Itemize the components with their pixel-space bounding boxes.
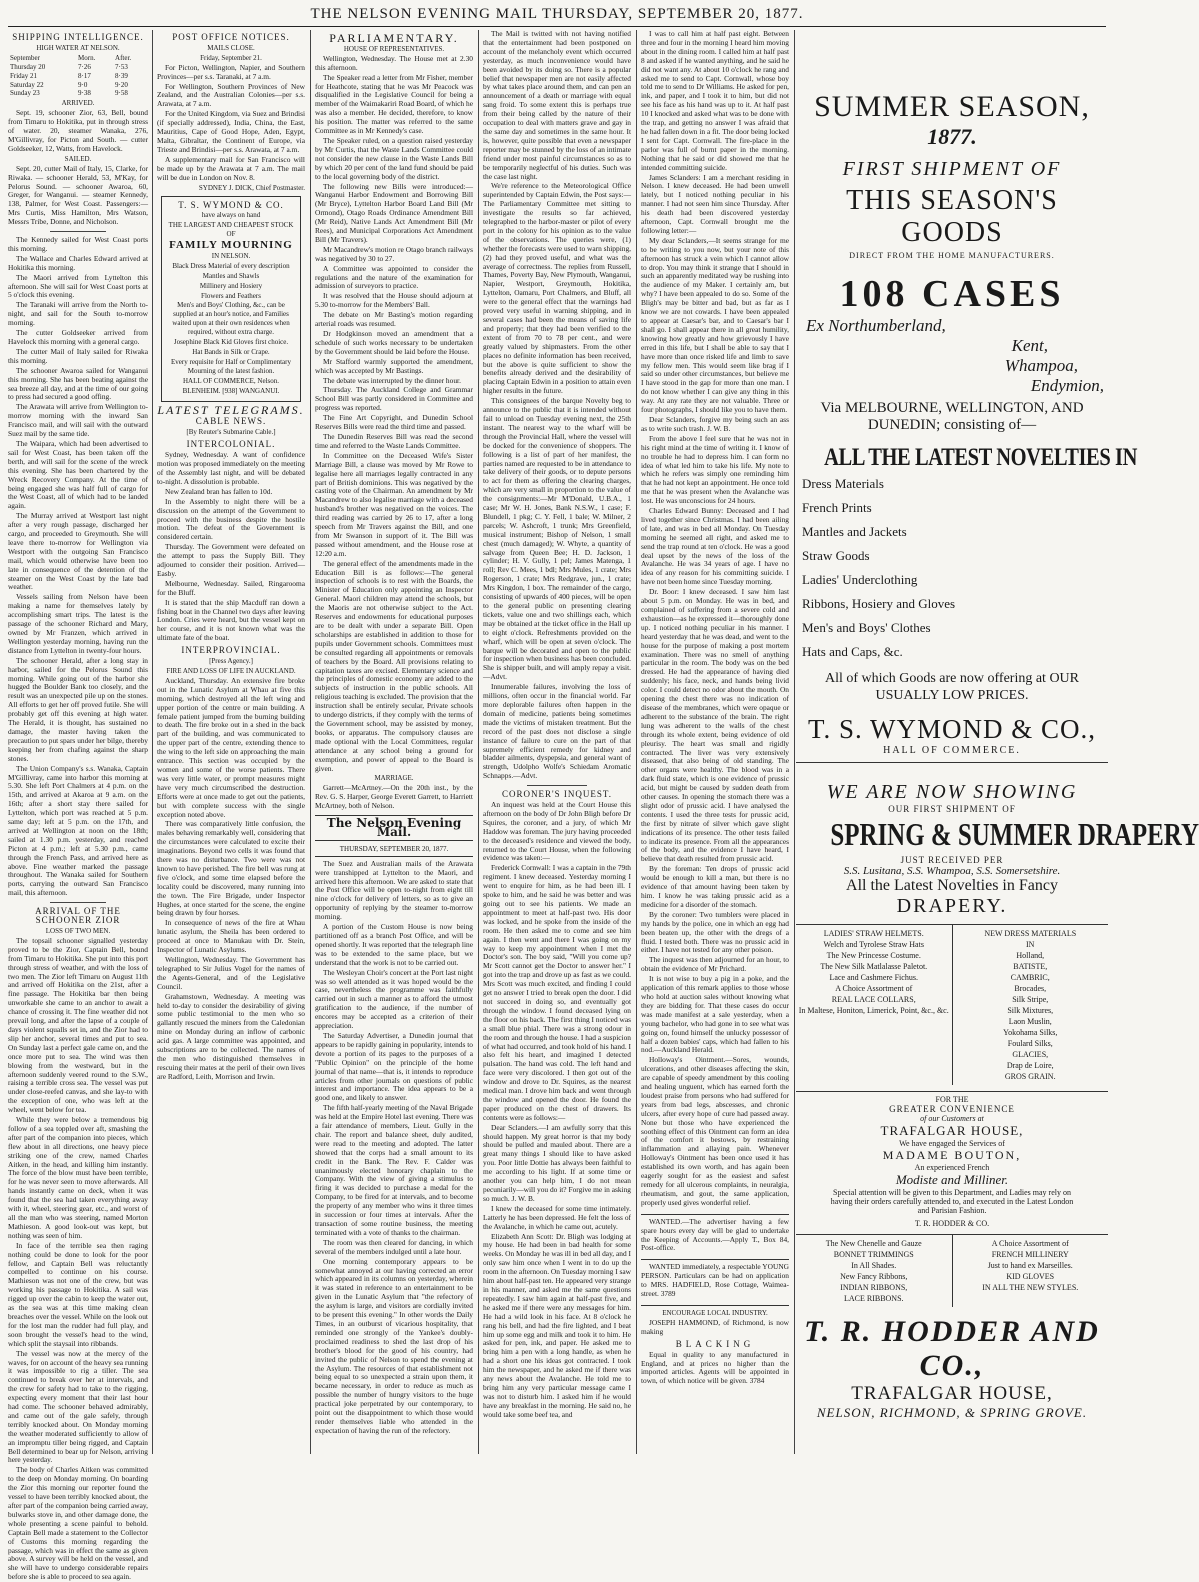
right-list [953, 925, 1109, 1085]
list-item: Laon Muslin, [1008, 1017, 1052, 1026]
left-list-2 [796, 1235, 953, 1307]
in-nelson: IN NELSON. [211, 251, 251, 260]
list-item: Foulard Silks, [1007, 1039, 1053, 1048]
list-item: Drap de Loire, [1006, 1061, 1054, 1070]
tide-header: After. [115, 53, 132, 62]
list-item: GROS GRAIN. [1004, 1072, 1056, 1081]
list-item: Welch and Tyrolese Straw Hats [823, 940, 924, 949]
divider [796, 762, 1108, 763]
latest-telegrams-title: LATEST TELEGRAMS. [157, 402, 305, 417]
high-water-title: HIGH WATER AT NELSON. [36, 43, 120, 52]
list-item: LADIES' STRAW HELMETS. [823, 929, 924, 938]
modiste-line: Modiste and Milliner. [895, 1172, 1009, 1187]
paragraph: The schooner Awaroa sailed for Wanganui this morning. She has been beating against the sea breeze all day, and at the time of our going to press had secured a good offing. [8, 365, 148, 402]
masthead: THE NELSON EVENING MAIL THURSDAY, SEPTEMBER 20, 1877. [310, 6, 804, 22]
tide-cell: 9·0 [78, 80, 88, 89]
divider [527, 785, 586, 786]
advert-items [166, 262, 296, 357]
list-item: INDIAN RIBBONS, [840, 1283, 908, 1292]
paragraph: A Committee was appointed to consider the regulations and the nature of the examination for admission of surveyors to practice. [315, 263, 473, 291]
press-agency: [Press Agency.] [209, 657, 253, 666]
list-item: IN ALL THE NEW STYLES. [982, 1283, 1079, 1292]
shipping-news [8, 236, 148, 898]
list-item: New Fancy Ribbons, [840, 1272, 908, 1281]
paragraph: My dear Sclanders,—It seems strange for me to be writing to you now, but your note of this afternoon has struck a vein which I cannot allow to drop. You may think it strange that I should in such an apparently meditated way be rushing into the audience of my Maker. I certainly am, but why? I have been appealed to do so. Some of the Bligh's may be bitter and bad, but as far as I know we are not cowards. I have been appealed to appear at Caesar's bar, and to Caesar's bar I shall go. I shall appear there in all great humility, knowing how greatly and how grievously I have erred in this life, but I shall be able to say that I have more than once risked life and limb to save my fellow men. This would seem like brag if I said so under other circumstances, but believe me I have stood in the gap for more than one man. I do not know whether I can give any thing in this way. At any rate they are not valuable. Three or four photographs, I should like you to have them. [641, 235, 789, 415]
paragraph: The debate on Mr Basting's motion regarding arterial roads was resumed. [315, 310, 473, 329]
list-item: Men's and Boys' Clothes [802, 620, 931, 635]
list-item: Silk Mixtures, [1007, 1006, 1054, 1015]
ship-name: Whampoa, [1004, 356, 1078, 375]
list-item: KID GLOVES [1006, 1272, 1055, 1281]
for-the: FOR THE [935, 1095, 969, 1104]
paragraph: Mr Stafford warmly supported the amendment, which was accepted by Mr Bastings. [315, 356, 473, 375]
paragraph: It is not wise to buy a pig in a poke, and the application of this remark applies to those whose who hold at auction sales without knowing what they are bidding for. That these cases do occur was made manifest at a sale yesterday, when a young bachelor, who had gone in to see what was going on, found himself the unlucky possessor of half a dozen babies' caps, which had fallen to his nod.—Auckland Herald. [641, 974, 789, 1055]
paragraph: The following new Bills were introduced:—Wanganui Harbor Endowment and Borrowing Bill (Mr Bryce), Lyttelton Harbor Board Land Bill (Mr Ormond), Otago Roads Ordinance Amendment Bill (Mr Reid), Native Lands Act Amendment Bill (Mr Rees), and Municipal Corporations Act Amendment Bill (Mr Travers). [315, 181, 473, 244]
marriage-text: Garrett—McArtney.—On the 20th inst., by the Rev. G. S. Harper, George Everett Garrett, to Harriett McArtney, both of Nelson. [315, 783, 473, 811]
local-news [483, 30, 631, 781]
all-which-line: All of which Goods are now offering at OUR USUALLY LOW PRICES. [824, 671, 1080, 703]
direct-line: DIRECT FROM THE HOME MANUFACTURERS. [849, 251, 1055, 260]
list-item: Ribbons, Hosiery and Gloves [802, 596, 956, 611]
list-item: LACE RIBBONS. [843, 1294, 904, 1303]
house-title: HOUSE OF REPRESENTATIVES. [343, 44, 445, 53]
paragraph: A supplementary mail for San Francisco will be made up by the Arawata at 7 a.m. The mail will be due in London on Nov. 8. [157, 154, 305, 182]
paragraph: Mr Macandrew's motion re Otago branch railways was negatived by 30 to 27. [315, 244, 473, 263]
hodder-small: T. R. HODDER & CO. [914, 1219, 990, 1228]
hammond-line: JOSEPH HAMMOND, of Richmond, is now making [641, 1317, 789, 1336]
season-year: 1877. [927, 124, 977, 149]
paragraph: Sydney, Wednesday. A want of confidence motion was proposed immediately on the meeting of the Assembly last night, and will be debated to-night. A dissolution is probable. [157, 450, 305, 486]
paragraph: James Sclanders: I am a merchant residing in Nelson. I knew deceased. He had been unwell lately, but I noticed nothing peculiar in his manner. I had not seen him since Thursday. After his death had been discovered yesterday afternoon, Capt. Cornwall brought me the following letter:— [641, 172, 789, 235]
nameplate-date: THURSDAY, SEPTEMBER 20, 1877. [315, 845, 473, 857]
paragraph: Wellington, Wednesday. The House met at 2.30 this afternoon. [315, 53, 473, 72]
paragraph: The Saturday Advertiser, a Dunedin journal that appears to be rapidly gaining in popularity, intends to devote a portion of its pages to the purposes of a "Public Opinion" on the principle of the home journal of that name—that is, it intends to reproduce articles from other journals on questions of public interest and importance. The idea appears to be a good one, and likely to answer. [315, 1030, 473, 1103]
paragraph: The Union Company's s.s. Wanaka, Captain M'Gillivray, came into harbor this morning at 5.30. She left Port Chalmers at 4 p.m. on the 15th, and arrived at Akaroa at 9 a.m. on the 16th; after a short stay there sailed for Lyttelton, which port was reached at 5 p.m. same day; left at 5 p.m. on the 17th, and arrived at Wellington at noon on the 18th; sailed at 1.30 p.m. yesterday, and reached Picton at 4 p.m.; left at 5.30 p.m., came through the French Pass, and arrived here as above. Fine weather marked the passage throughout. The Wanaka sailed for Southern ports, carrying the outward San Francisco mail, this afternoon. [8, 763, 148, 898]
now-showing: WE ARE NOW SHOWING [826, 781, 1078, 803]
divider [50, 231, 106, 232]
editorial [315, 860, 473, 1436]
blacking: BLACKING [675, 1338, 755, 1349]
list-item: Hat Bands in Silk or Crape. [192, 348, 270, 356]
trafalgar-house: TRAFALGAR HOUSE, [851, 1383, 1053, 1404]
list-item: The New Chenelle and Gauze [825, 1239, 922, 1248]
list-item: The New Princesse Costume. [826, 951, 921, 960]
paragraph: I was to call him at half past eight. Between three and four in the morning I heard him moving about in the dining room. I called him at half past 8 and asked if he wanted anything, and he said he did not want any. At about 10 o'clock he rang and asked me to send to Capt. Cornwall, whose boy told me to send to Dr Williams. He asked for pen, ink, and paper, and I took it to him, but did not see his face as his hand was up to it. At half past 10 I knocked and asked what was to be done with the trap, and getting no answer I was afraid that he had fallen down in a fit. The door being locked I sent for Capt. Cornwall. The fire-place in the parlor was full of burnt paper in the morning. Nothing that he said or did showed me that he intended committing suicide. [641, 29, 789, 172]
divider [641, 1259, 789, 1260]
advert-branches: BLENHEIM. [938] WANGANUI. [182, 386, 280, 395]
advert-hall: HALL OF COMMERCE, Nelson. [183, 376, 279, 385]
wymond-hodder-advert [796, 30, 1199, 1454]
list-item: In Maltese, Honiton, Limerick, Point, &c., &c. [798, 1006, 949, 1015]
paragraph: The Taranaki will arrive from the North to-night, and sail for the South to-morrow morning. [8, 300, 148, 328]
list-item: Flowers and Feathers [201, 291, 261, 300]
interprovincial-title: INTERPROVINCIAL. [181, 645, 281, 656]
column-shipping [8, 30, 148, 1582]
list-item: GLACIES, [1012, 1050, 1049, 1059]
paragraph: It was resolved that the House should adjourn at 5.30 to-morrow for the Members' Ball. [315, 291, 473, 310]
paragraph: I knew the deceased for some time intimately. Latterly he has been depressed. He felt the loss of the Avalanche, in which he came out, acutely. [483, 1203, 631, 1231]
paragraph: The cutter Goldseeker arrived from Havelock this morning with a general cargo. [8, 328, 148, 346]
paragraph: By the foreman: Ten drops of prussic acid would be enough to kill a man, but there is no evidence of that amount having been taken by him. I know he was taking prussic acid as a medicine for a disorder of the stomach. [641, 864, 789, 909]
paragraph: In the Assembly to night there will be a discussion on the attempt of the Government to proceed with the business despite the hostile motion. The defeat of the Government is considered certain. [157, 496, 305, 542]
tide-cell: 9·58 [115, 89, 128, 98]
ships-list: S.S. Lusitana, S.S. Whampoa, S.S. Somersetshire. [843, 865, 1061, 877]
divider [50, 902, 106, 903]
paragraph: We're reference to the Meteorological Office superintended by Captain Edwin, the Post says:—The Parliamentary Committee met sitting to investigate the results so far achieved, telegraphed to the harbor-master or pilot of every port in the colony for his opinion as to the value of the observations. The queries were, (1) whether the forecasts were used to warn shipping, (2) had they proved useful, and what was the average of correctness. The replies from Russell, Thames, Poverty Bay, New Plymouth, Wanganui, Napier, Westport, Greymouth, Hokitika, Lyttelton, Oamaru, Port Chalmers, and Bluff, all were to the general effect that the warnings had proved very useful in warning shipping, and in several cases had been the means of saving life and property; that they had been verified to the extent of from 70 to 78 per cent., and were greatly valued by shipmasters. From the other places no definite information has been received, but the above is quite sufficient to show the benefits already derived and the desirability of placing Captain Edwin in a position to attain even higher results in the future. [483, 181, 632, 396]
paragraph: The Suez and Australian mails of the Arawata were transhipped at Lyttelton to the Maori, and arrived here this afternoon. We are asked to state that the Post Office will be open to-night from eight till nine o'clock for delivery of letters, so as to give an opportunity of replying by the steamer to-morrow morning. [315, 858, 473, 922]
post-office-notices [157, 64, 305, 183]
divider [796, 1091, 1108, 1092]
paragraph: Dr. Boor: I knew deceased. I saw him last about 5 p.m. on Monday. He was in bed, and complained of suffering from a severe cold and exhaustion—as he expressed it—thoroughly done up. I noticed nothing peculiar in his manner. I heard yesterday that he was dead, and went to the house for the purpose of making a post mortem examination. There was no smell of anything particular in the room. The body was on the bed dressed. He had the appearance of having died suddenly; his face, neck, and hands being livid color. I could detect no odor about the mouth. On opening the chest there was no indication of disease of the membranes, which were opaque or adherent to the substance of the brain. The right lung was adherent to the walls of the chest through its whole extent, being evidence of old pleurisy. The heart was small and rigidly contracted. The liver was very extensively diseased, that also being of old standing. The other organs were healthy. The blood was in a dark fluid state, which is one evidence of prussic acid, but might be caused by sudden death from other causes. In opening the stomach there was a slight odor of prussic acid. I have analysed the contents. I used the three tests for prussic acid, the first by nitrate of silver which gave slight indications of its presence. The other tests failed to indicate its presence. From all the appearances of the body, and the evidence I have heard, I believe that death resulted from prussic acid. [641, 587, 789, 864]
tide-cell: 9·38 [78, 89, 91, 98]
paragraph: The Waipara, which had been advertised to sail for West Coast, has been taken off the berth, and will sail for the scene of the wreck this evening. She has been chartered by the Wreck Recovery Company. At the time of being engaged she was half full of cargo for the West Coast, all of which had to be landed again. [8, 438, 148, 511]
paragraph: While they were below a tremendous big follow of a sea toppled over aft, smashing the after part of the companion into pieces, which flew about in all directions, one heavy piece striking one of the crew, named Charles Aitken, in the head, and killing him instantly. The force of the blow must have been terrible, for he was never seen to move afterwards. All hands instantly came on deck, when it was found that the sea had taken everything away with it, wheel, steering gear, etc., and worst of all the man who was steering, named Morton Mathieson. A good look-out was kept, but nothing was seen of him. [8, 1115, 148, 1240]
shipping-title: SHIPPING INTELLIGENCE. [12, 32, 144, 42]
paragraph: An inquest was held at the Court House this afternoon on the body of Dr John Bligh before Dr Squires, the coroner, and a jury, of which Mr Haddow was foreman. The jury having proceeded to the deceased's residence and viewed the body, returned to the Court House, when the following evidence was taken:— [483, 800, 631, 863]
marriage-title: MARRIAGE. [374, 774, 414, 783]
paragraph: The Speaker ruled, on a question raised yesterday by Mr Curtis, that the Waste Lands Committee could not consider the new clause in the Waste Lands Bill by which 20 per cent of the land fund should be paid to the local governing body of the district. [315, 135, 473, 181]
seasons-goods: THIS SEASON'S GOODS [846, 185, 1058, 248]
masthead-rule [8, 26, 1106, 27]
paragraph: In consequence of news of the fire at Whau lunatic asylum, the Sheila has been ordered to proceed at once to Manukau with Dr. Stein, Inspector of Lunatic Asylums. [157, 918, 305, 955]
paragraph: The body of Charles Aitken was committed to the deep on Monday morning. On boarding the Zior this morning our reporter found the vessel to have been terribly knocked about, the after part of the companion being carried away, bulwarks stove in, and other damage done, the whole presenting a scene painful to behold. Captain Bell made a statement to the Collector of Customs this morning regarding the passage, which was in effect the same as given above. A survey will be held on the vessel, and she will have to undergo considerable repairs before she is able to proceed to sea again. [8, 1465, 148, 1582]
column-divider [152, 30, 153, 1454]
advert-line: have always on hand [201, 211, 261, 220]
fire-article [157, 677, 305, 1082]
millinery-lists [796, 1234, 1108, 1307]
column-news [483, 30, 631, 1454]
paragraph: One morning contemporary appears to be somewhat annoyed at our having corrected an error which appeared in its columns on yesterday, wherein it was stated in reference to an entertainment to be given in the Lunatic Asylum that "the refectory of the asylum is large, and visitors are cordially invited to be present this evening." In other words the Daily Times, in an outburst of vicarious hospitality, that reminded one strongly of the Yankee's doubly-proclaimed readiness to shed the last drop of his brother's blood for the good of his country, had invited the public of Nelson to spend the evening at the Asylum. The resources of that establishment not being equal to so unexpected a strain upon them, it became necessary, in order to reduce as much as possible the number of hungry visitors to the huge practical joke perpetrated by our contemporary, to point out the disappointment to which those would render themselves liable who attended in the expectation of having the run of the refectory. [315, 1256, 473, 1435]
column-divider [794, 30, 795, 1454]
divider [641, 1305, 789, 1306]
intercolonial-title: INTERCOLONIAL. [186, 439, 276, 450]
list-item: BATISTE, [1013, 962, 1048, 971]
latest-novelties: All the Latest Novelties in Fancy [846, 877, 1058, 894]
tide-cell: 7·26 [78, 62, 91, 71]
drapery-lists [796, 924, 1108, 1085]
paragraph: The room was then cleared for dancing, in which several of the members indulged until a late hour. [315, 1237, 473, 1256]
list-item: Dress Materials [802, 476, 884, 491]
mourning-advert [161, 196, 301, 401]
coroner-title: CORONER'S INQUEST. [502, 789, 612, 800]
paragraph: From the above I feel sure that he was not in his right mind at the time of writing it. I know of no trouble he had to depress him. I can form no idea of what led him to take his life. My note to which he refers was simply one reminding him that he had not kept an appointment. He once told me that he was present when the Avalanche was lost. He was unconscious for 24 hours. [641, 433, 789, 506]
postmaster-sign: SYDNEY J. DICK, Chief Postmaster. [198, 183, 305, 192]
zior-subtitle: LOSS OF TWO MEN. [45, 927, 111, 935]
drapery: DRAPERY. [896, 895, 1008, 917]
list-item: In All Shades. [851, 1261, 897, 1270]
zior-title: ARRIVAL OF THE SCHOONER ZIOR [35, 906, 121, 926]
paragraph: The Murray arrived at Westport last night after a very rough passage, discharged her cargo, and proceeded to Greymouth. She will leave there to-morrow for Wellington via Westport with the outgoing San Francisco mail, which would otherwise have been too late in consequence of the detention of the steamer on the West Coast by the late bad weather. [8, 511, 148, 592]
mails-date: Friday, September 21. [200, 53, 262, 62]
summer-season: SUMMER SEASON, [814, 90, 1090, 123]
paragraph: Wellington, Wednesday. The Government has telegraphed to Sir Julius Vogel for the names of the Agents-General, and of the Legislative Council. [157, 955, 305, 991]
list-item: CAMBRIC, [1010, 973, 1050, 982]
list-item: Men's and Boys' Clothing, &c., can be supplied at an hour's notice, and Families waited upon at their own residences when required, without extra charge. [172, 301, 290, 337]
column-divider [478, 30, 479, 1454]
family-mourning: FAMILY MOURNING [169, 239, 293, 252]
paragraph: The general effect of the amendments made in the Education Bill is as follows:—The general inspection of schools is to rest with the Boards, the Minister of Education only appointing an Inspector General. Maori children may attend the schools, but the Maoris are not otherwise subject to the Act. Reserves and endowments for educational purposes are to be dealt with under a separate Bill. Open scholarships are established in addition to those for pupils under Government schools. Committees must be consulted regarding all appointments or removals of teachers by the Board. All provisions relating to capitation taxes are excised. Elementary science and the principles of domestic economy are added to the subjects of instruction in the public schools. All religious teaching is excluded. The provision that the instruction shall be entirely secular, Private schools to undergo districts, if they comply with the terms of the Government school, may be assisted by money, books, or apparatus. The compulsory clauses are made optional with the Local Committees, regular attendance at any school being a ground for exemption, and power of appeal to the Board is given. [315, 558, 473, 773]
paragraph: Vessels sailing from Nelson have been making a name for themselves lately by accomplishing smart trips. The latest is the passage of the schooner Richard and Mary, owned by Mr Franzen, which arrived in Wellington yesterday morning, having run the distance from Lyttelton in twenty-four hours. [8, 592, 148, 655]
paragraph: Melbourne, Wednesday. Sailed, Ringarooma for the Bluff. [157, 578, 305, 597]
list-item: IN [1026, 940, 1035, 949]
advert-line: THE LARGEST AND CHEAPEST STOCK OF [168, 221, 294, 239]
cable-news-title: CABLE NEWS. [195, 416, 267, 427]
list-item: The New Silk Matlalasse Paletot. [820, 962, 928, 971]
reuter-line: [By Reuter's Submarine Cable.] [186, 428, 276, 437]
paragraph: New Zealand bran has fallen to 10d. [165, 486, 273, 496]
intercolonial-news [157, 451, 305, 643]
paragraph: The Speaker read a letter from Mr Fisher, member for Heathcote, stating that he was Mr Peacock was disqualified in the Legislative Council for being a member of the Waimakariri Road Board, of which he was also a member. He decided, therefore, to know his position. The matter was referred to the same Committee as in Mr Kennedy's case. [315, 72, 473, 136]
tide-cell: Thursday 20 [10, 62, 46, 71]
paragraph: It is stated that the ship Macduff ran down a fishing boat in the Channel two days after leaving London. Cries were heard, but the vessel kept on her course, and it is not known what was the ultimate fate of the boat. [157, 597, 305, 643]
parliamentary-title: PARLIAMENTARY. [329, 31, 459, 45]
greater-convenience: GREATER CONVENIENCE [889, 1104, 1015, 1114]
coroner-article [483, 801, 631, 1420]
paragraph: The fifth half-yearly meeting of the Naval Brigade was held at the Empire Hotel last evening. There was a fair attendance of members, Lieut. Gully in the chair. The report and balance sheet, duly audited, were read to the meeting and adopted. The latter showed that the corps had a small amount to its credit in the Bank. The Rev. F. Calder was unanimously elected honorary chaplain to the Company. With the view of giving a stimulus to firing it was decided to purchase a medal for the Company, to be fired for at intervals, and to become the property of any member who wins it three times in succession or four times at intervals. After the transaction of some routine business, the meeting terminated with a vote of thanks to the chairman. [315, 1103, 473, 1237]
paragraph: Thursday. The Auckland College and Grammar School Bill was partly considered in Committee and progress was reported. [315, 385, 473, 413]
tide-cell: Sunday 23 [10, 89, 40, 98]
paragraph: The Wesleyan Choir's concert at the Port last night was so well attended as it was hoped would be the case, nevertheless the programme was faithfully carried out in such a manner as to afford the utmost gratification to the audience, if the number of encores may be accepted as a criterion of their appreciation. [315, 967, 473, 1031]
ship-name: Ex Northumberland, [806, 316, 946, 335]
list-item: A Choice Assortment of [991, 1239, 1069, 1248]
paragraph: The vessel was now at the mercy of the waves, for on account of the heavy sea running it was impossible to rig a tiller. The sea continued to break over her at intervals, and the crew for safety had to take to the rigging, expecting every moment that their last hour had come. The schooner behaved admirably, and came out of the gale safely, through terribly knocked about. On Monday morning the weather moderated sufficiently to allow of an impromptu tiller being rigged, and Captain Bell determined to bear up for Nelson, arriving here yesterday. [8, 1348, 148, 1465]
wanted-advert: WANTED.—The advertiser having a few spare hours every day will be glad to undertake the Keeping of Accounts.—Apply T., Box 84, Post-office. [641, 1216, 789, 1253]
paragraph: The Mail is twitted with not having notified that the entertainment had been postponed on account of the melancholy event which occurred yesterday, as much inconvenience would have been avoided by its doing so. There is a popular belief that newspaper men are not easily affected by what takes place around them, and can pen an announcement of a death or marriage with equal sang froid. To some extent this is perhaps true from their being called by the nature of their occupation to deal with matters grave and gay in the same day and sometimes in the same hour. It is, however, quite possible that even a newspaper reporter may be stunned by the loss of an intimate friend under most painful circumstances so as to be temporarily neglectful of his duties. Such was the case last night. [483, 29, 631, 181]
paragraph: For the United Kingdom, via Suez and Brindisi (if specially addressed), India, China, the East, Mauritius, Cape of Good Hope, Aden, Egypt, Malta, Gibraltar, the Continent of Europe, via Trieste and Brindisi—per s.s. Arawata, at 7 a.m. [157, 109, 305, 154]
paragraph: The Maori arrived from Lyttelton this afternoon. She will sail for West Coast ports at 5 o'clock this evening. [8, 272, 148, 300]
divider [641, 1214, 789, 1215]
list-item: Just to hand ex Marseilles. [987, 1261, 1073, 1270]
tide-cell: 8·17 [78, 71, 91, 80]
spring-summer-drapery: SPRING & SUMMER DRAPERY [830, 816, 1199, 852]
paragraph: A portion of the Custom House is now being partitioned off as a branch Post Office, and will be opened shortly. It was reported that the telegraph line was to be extended to the same place, but we understand that the work is not to be carried out. [315, 922, 473, 967]
list-item: French Prints [802, 500, 872, 515]
paragraph: Innumerable failures, involving the loss of millions, often occur in the financial world. Far more deplorable failures often happen in the domain of medicine, patients being sometimes made the victims of mistaken treatment. But the record of the past does not disclose a single instance of failure to cure on the part of that supremely efficient remedy for kidney and bladder ailments, dyspepsia, and general want of strength, Udolpho Wolfe's Schiedam Aromatic Schnapps.—Advt. [483, 682, 631, 781]
list-item: Millinery and Hosiery [199, 281, 263, 290]
column-parliament [315, 30, 473, 1454]
paragraph: In Committee on the Deceased Wife's Sister Marriage Bill, a clause was moved by Mr Rowe to legalise here all marriages legally contracted in any part of British dominions. This was negatived by the casting vote of the Chairman. An amendment by Mr Macandrew to also legalise marriage with a deceased husband's brother was negatived on the voices. The third reading was carried by 26 to 17, after a long speech from Mr Travers against the Bill, and one from Mr Swanson in support of it. The Bill was passed without amendment, and the House rose at 12:20 a.m. [315, 450, 473, 558]
tide-cell: 7·53 [115, 62, 128, 71]
special-attention: Special attention will be given to this Department, and Ladies may rely on having their orders carefully attended to, and executed in the Latest London and Parisian Fashion. [830, 1188, 1074, 1215]
locations: NELSON, RICHMOND, & SPRING GROVE. [816, 1405, 1088, 1420]
list-item: Mantles and Shawls [202, 271, 260, 280]
paragraph: The inquest was then adjourned for an hour, to obtain the evidence of Mr Prichard. [641, 955, 789, 974]
zior-article [8, 937, 148, 1582]
arrived-title: ARRIVED. [61, 99, 95, 108]
paragraph: The Kennedy sailed for West Coast ports this morning. [8, 235, 148, 253]
list-item: Josephine Black Kid Gloves first choice. [173, 338, 289, 347]
arrived-text: Sept. 19, schooner Zior, 63, Bell, bound from Timaru to Hokitika, put in through stress of water. 20, steamer Wanaka, 276, M'Gillivray, for Picton and South. — cutter Goldseeker, 12, Watts, from Havelock. [8, 108, 148, 153]
tide-table [8, 54, 148, 99]
engaged-line: We have engaged the Services of [899, 1139, 1005, 1148]
parliament-article [315, 55, 473, 774]
paragraph: Elizabeth Ann Scott: Dr. Bligh was lodging at my house. He had been in bad health for some weeks. On Monday he was ill in bed all day, and I only saw him once when I went in to do up the room in the afternoon. On Tuesday morning I saw him about half-past ten. He appeared very strange in his manner, and asked me the same questions repeatedly. I saw him again at half-past five, and he asked me if there were any messages for him. He had a wild look in his face. At 8 o'clock he rang his bell, and had the fire lighted, and I beat him up some egg and milk and took it to him. He asked for pen, ink, and paper. He asked me to bring him a pen with a long handle, as when he had a short one his ideas got contracted. I took him the newspaper, and he asked me if there was any news about the Avalanche. He told me to bring him any very particular message came I was not to disturb him. I asked him if he would have any breakfast in the morning. He said no, he would take some beef tea, and [483, 1231, 631, 1419]
tide-header: Morn. [78, 53, 96, 62]
novelties-heading: ALL THE LATEST NOVELTIES IN [824, 444, 1137, 471]
paragraph: The Fine Art Copyright, and Dunedin School Reserves Bills were read the third time and passed. [315, 413, 473, 432]
list-item: Yokohama Silks, [1003, 1028, 1058, 1037]
wymond-name: T. S. WYMOND & CO., [807, 714, 1096, 744]
cases-count: 108 CASES [839, 273, 1065, 315]
list-item: FRENCH MILLINERY [991, 1250, 1069, 1259]
paragraph: By the coroner: Two tumblers were placed in my hands by the police, one in which an egg had been beaten up, the other with the dregs of a fluid. I tested both. There was no prussic acid in either. I have not tested for any other poison. [641, 909, 789, 955]
just-received: JUST RECEIVED PER [900, 855, 1004, 865]
list-item: Lace and Cashmere Fichus. [829, 973, 918, 982]
list-item: BONNET TRIMMINGS [833, 1250, 914, 1259]
ship-name: Endymion, [1030, 376, 1104, 395]
hammond-text: Equal in quality to any manufactured in England, and at prices no higher than the imported articles. Agents will be appointed in town, of which notice will be given. 3784 [641, 1349, 789, 1386]
paragraph: In face of the terrible sea then raging nothing could be done to look for the poor fellow, and Captain Bell was reluctantly compelled to continue on his course. Mathieson was not one of the crew, but was working his passage to Hokitika. A sail was rigged up over the cabin to keep the water out, as the sea was at this time making clean breaches over the vessel. While on the look out for the lost man the rudder had full play, and soon brought the vessel's head to the wind, which split the staysail into ribbands. [8, 1240, 148, 1348]
paragraph: The topsail schooner signalled yesterday proved to be the Zior, Captain Bell, bound from Timaru to Hokitika. She put into this port through stress of weather, and with the loss of two men. The Zior left Timaru on August 11th and arrived off Hokitika on the 21st, after a fine passage. The Hokitika bar then being unworkable she came to an anchor to await a chance of crossing it. The fine weather did not prevail long, and after the lapse of a couple of days violent squalls set in, and the Zior had to slip her anchor, several times and put to sea. On Sunday last a perfect gale came on, and the once more put to sea. The wind was then blowing from the westward, but in the afternoon suddenly veered round to the S.W., raising a terrible cross sea. The vessel was put under close-reefed canvas, and she lay-to with the exception of one, who was left at the wheel, went below for tea. [8, 935, 148, 1115]
paragraph: Auckland, Thursday. An extensive fire broke out in the Lunatic Asylum at Whau at five this morning, which destroyed all the left wing and upper portion of the centre or main building. A female patient jumped from the burning building to death. The fire broke out in a shed in the back part of the building, and was communicated to the upper part of the centre, extending thence to the wing to the left side on approaching the main entrance. This section was occupied by the women and some of the worse patients. There was very little water, or prompt measures might have very much circumscribed the destruction. Efforts were at once made to get out the patients, but with complete success with the single exception noted above. [157, 675, 305, 819]
paragraph: For Picton, Wellington, Napier, and Southern Provinces—per s.s. Taranaki, at 7 a.m. [157, 62, 305, 81]
paragraph: Thursday. The Government were defeated on the attempt to pass the Supply Bill. They adjourned to consider their position. Arrived—Easby. [157, 542, 305, 578]
paragraph: The schooner Herald, after a long stay in harbor, sailed for the Pelorus Sound this morning. While going out of the harbor she hugged the Boulder Bank too closely, and the result was an unexpected pile up on the stones. All efforts to get her off proved futile. She will probably get off this evening at high water. The Herald, it is thought, has sustained no damage, the master having taken the precaution to put spars under her bilge, thereby keeping her from chafing against the sharp stones. [8, 655, 148, 763]
tide-cell: Friday 21 [10, 71, 38, 80]
tide-cell: 8·39 [115, 71, 128, 80]
list-item: Holland, [1016, 951, 1045, 960]
of-our-customers: of our Customers at [920, 1114, 984, 1123]
paragraph: Dear Sclanders, forgive my being such an ass as to write such trash. J. W. B. [641, 414, 789, 433]
ship-name: Kent, [1011, 336, 1048, 355]
tide-cell: Saturday 22 [10, 80, 44, 89]
paragraph: The Arawata will arrive from Wellington to-morrow morning with the inward San Francisco mail, and will sail with the outward Suez mail by the same tide. [8, 402, 148, 439]
list-item: Black Dress Material of every description [172, 261, 290, 270]
advert-foot: Every requisite for Half or Complimentary Mourning of the latest fashion. [171, 357, 291, 375]
list-item: Mantles and Jackets [802, 524, 907, 539]
sailed-text: Sept. 20, cutter Mail of Italy, 15, Clarke, for Riwaka. — schooner Herald, 53, M'Kay, for Pelorus Sound. — schooner Awaroa, 60, Greger, for Wanganui. — steamer Kennedy, 138, Palmer, for West Coast. Passengers:—Mrs Curtis, Miss Hamilton, Mrs Watson, Messrs Tribe, Donne, and Nicholson. [8, 163, 148, 227]
column-inquest [641, 30, 789, 1454]
post-office-title: POST OFFICE NOTICES. [172, 32, 290, 42]
goods-list [796, 472, 1108, 664]
mails-close: MAILS CLOSE. [207, 43, 255, 52]
right-list-2 [953, 1235, 1109, 1307]
wanted-advert: WANTED immediately, a respectable YOUNG PERSON. Particulars can be had on application to MRS. HADFIELD, Rose Cottage, Waimea-street. 3789 [641, 1262, 789, 1299]
advert-title: T. S. WYMOND & CO. [178, 200, 284, 211]
paragraph: The debate was interrupted by the dinner hour. [323, 375, 461, 385]
first-shipment: FIRST SHIPMENT OF [842, 158, 1062, 180]
madame-bouton: MADAME BOUTON, [882, 1148, 1022, 1162]
fire-title: FIRE AND LOSS OF LIFE IN AUCKLAND. [166, 667, 296, 675]
list-item: REAL LACE COLLARS, [831, 995, 916, 1004]
hodder-name: T. R. HODDER AND CO., [804, 1315, 1100, 1382]
trafalgar-house-line: TRAFALGAR HOUSE, [880, 1123, 1024, 1138]
paragraph: The Dunedin Reserves Bill was read the second time and referred to the Waste Lands Committee. [315, 431, 473, 450]
list-item: Brocades, [1014, 984, 1047, 993]
paragraph: Dear Sclanders.—I am awfully sorry that this should happen. My great horror is that my body should be pulled and mauled about. There are a great many things I should like to have asked you. Poor little Dottie has always been faithful to me according to his light. If at some time or another you can help him, I do not mean pecuniarily—will you do it? Forgive me in asking so much. J. W. B. [483, 1122, 631, 1203]
left-list [796, 925, 953, 1085]
list-item: Ladies' Underclothing [802, 572, 918, 587]
list-item: NEW DRESS MATERIALS [984, 929, 1077, 938]
via-line: Via MELBOURNE, WELLINGTON, AND DUNEDIN; consisting of— [820, 400, 1084, 433]
column-post-office [157, 30, 305, 1454]
experienced-line: An experienced French [914, 1163, 990, 1172]
paragraph: Charles Edward Bunny: Deceased and I had lived together since Christmas. I had been ailing of late, and was in bed all Monday. On Tuesday morning he seemed all right, and asked me to send the trap round at ten o'clock. He was a good deal upset by the news of the loss of the Avalanche. He was 34 years of age. I have no idea of any reason for his committing suicide. I have not been home since Tuesday morning. [641, 506, 789, 587]
tide-cell: 9·20 [115, 80, 128, 89]
paragraph: Dr Hodgkinson moved an amendment that a schedule of such works necessary to be undertaken by the Government should be laid before the House. [315, 329, 473, 356]
list-item: Straw Goods [802, 548, 870, 563]
paragraph: There was comparatively little confusion, the males behaving remarkably well, considering that the circumstances were calculated to excite their imaginations. Beyond two cells it was found that there was no disturbance. Two were was not known to have perished. The fire bell was rung at five o'clock, and some time elapsed before the locality could be discovered, many running into the town. The Fire Brigade, under Inspector Hughes, at once started for the scene, the engine being drawn by four horses. [157, 819, 305, 918]
paragraph: The cutter Mail of Italy sailed for Riwaka this morning. [8, 346, 148, 365]
paragraph: The Wallace and Charles Edward arrived at Hokitika this morning. [8, 253, 148, 272]
paragraph: Holloway's Ointment.—Sores, wounds, ulcerations, and other diseases affecting the skin, are capable of speedy amendment by this cooling and healing unguent, which has earned forth the loudest praise from persons who had suffered for years from bad legs, abscesses, and chronic ulcers, after every hope of cure had passed away. None but those who have experienced the soothing effect of this Ointment can form an idea of the comfort it bestows, by restraining inflammation and allaying pain. Whenever Holloway's Ointment has been once used it has established its own worth, and has again been eagerly sought for as the easiest and safest remedy for all ulcerous complaints, in neuralgia, rheumatism, and gout, the same application, properly used gives wonderful relief. [641, 1055, 789, 1207]
our-first-shipment: OUR FIRST SHIPMENT OF [888, 804, 1016, 814]
tide-header: September [10, 53, 40, 62]
nameplate: The Nelson Evening Mail. [315, 815, 473, 841]
column-divider [636, 30, 637, 1454]
paragraph: Grahamstown, Wednesday. A meeting was held to-day to consider the desirability of giving some public testimonial to the men who so gallantly rescued the miners from the Caledonian mine on Monday during an inflow of carbonic acid gas. A large committee was appointed, and subscriptions are to be collected. The names of the men who distinguished themselves in rescuing their mates at the peril of their own lives are Radford, Leith, Morrison and Irwin. [157, 991, 305, 1081]
sailed-title: SAILED. [64, 154, 92, 163]
list-item: Silk Stripe, [1012, 995, 1049, 1004]
hall-of-commerce: HALL OF COMMERCE. [883, 745, 1021, 756]
paragraph: Frederick Cornwall: I was a captain in the 79th regiment. I knew deceased. Yesterday morning I went to enquire for him, as he had been ill. I spoke to him, and he said he was better and was going out to see his patients. We made an appointment to meet at half-past two. His door was locked, and he spoke from the inside of the room. He then asked me to come and see him again. I then went and there I was going on my way to keep my appointment when I met the Doctor's son. The boy said, "Will you come up? Mr Scott cannot get the Doctor to answer her." I got into the trap and drove up as fast as we could. Mrs Scott was much excited, and finding I could get no answer I tried to break open the door. I did not succeed in doing so, and eventually got through the window. I found deceased lying on the floor on his back. The first thing I noticed was a small blue phial. There was a strong odour in the room and through the house. I had a suspicion of what had occurred, and took hold of his hand. I also felt his heart, and imagined I detected pulsation. The hand was cold. The left hand and face were very discolored. I then got out of the window and drove to Dr. Squires, as the nearest medical man. I drove him back and went through the window and opened the door. He found the paper produced on the chest of drawers. Its contents were as follows:— [483, 863, 631, 1122]
paragraph: For Wellington, Southern Provinces of New Zealand, and the Australian Colonies—per s.s. Arawata, at 7 a.m. [157, 81, 305, 109]
encourage-title: ENCOURAGE LOCAL INDUSTRY. [662, 1308, 768, 1317]
list-item: Hats and Caps, &c. [802, 644, 903, 659]
paragraph: This consignees of the barque Novelty beg to announce to the public that it is intended without fail to unload on Tuesday evening next, the 25th instant. The nearest way to the wharf will be through the Provincial Hall, where the vessel will be docked for the convenience of shoppers. The following is a list of part of her manifest, the parties named are requested to be in attendance to take delivery of their goods, or to depute persons to act for them as offering the clearing charges, which are very small in proportion to the value of the consignments:—Mr M'Donald, U.B.A., 1 case; Mr W. H. Jones, Bank N.S.W., 1 case; F. Blundell, 1 pkg; C. Y. Fell, 1 bale; W. Milner, 2 parcels; W. Ashcroft, 1 trunk; Mrs Greenfield, musical instrument; Bishop of Nelson, 1 small chest (much damaged); W. Whyte, a quantity of salvage from Queen Bee; H. D. Jackson, 1 cylinder; H. V. Gully, 1 pel; James Matenga, 1 roll; Rev C. Mees, 1 bdl; Mrs Mules, 1 crate; Mrs Rogerson, 1 crate; Mrs Redgrave, jun., 1 crate; Mrs Kingdon, 1 box. The remainder of the cargo, consisting of upwards of 400 pieces, will be open to the general public on presenting clearing tickets, value one and two shillings each, which may be obtained at the ticket office in the Hall up to eight o'clock. Refreshments provided on the wharf, which will be open at seven o'clock. The barque will be decorated and open to the public for inspection when business has been concluded. She is shipper built, and will amply repay a visit.—Advt. [483, 396, 631, 682]
list-item: A Choice Assortment of [835, 984, 913, 993]
column-divider [310, 30, 311, 1454]
inquest-article [641, 30, 789, 1208]
